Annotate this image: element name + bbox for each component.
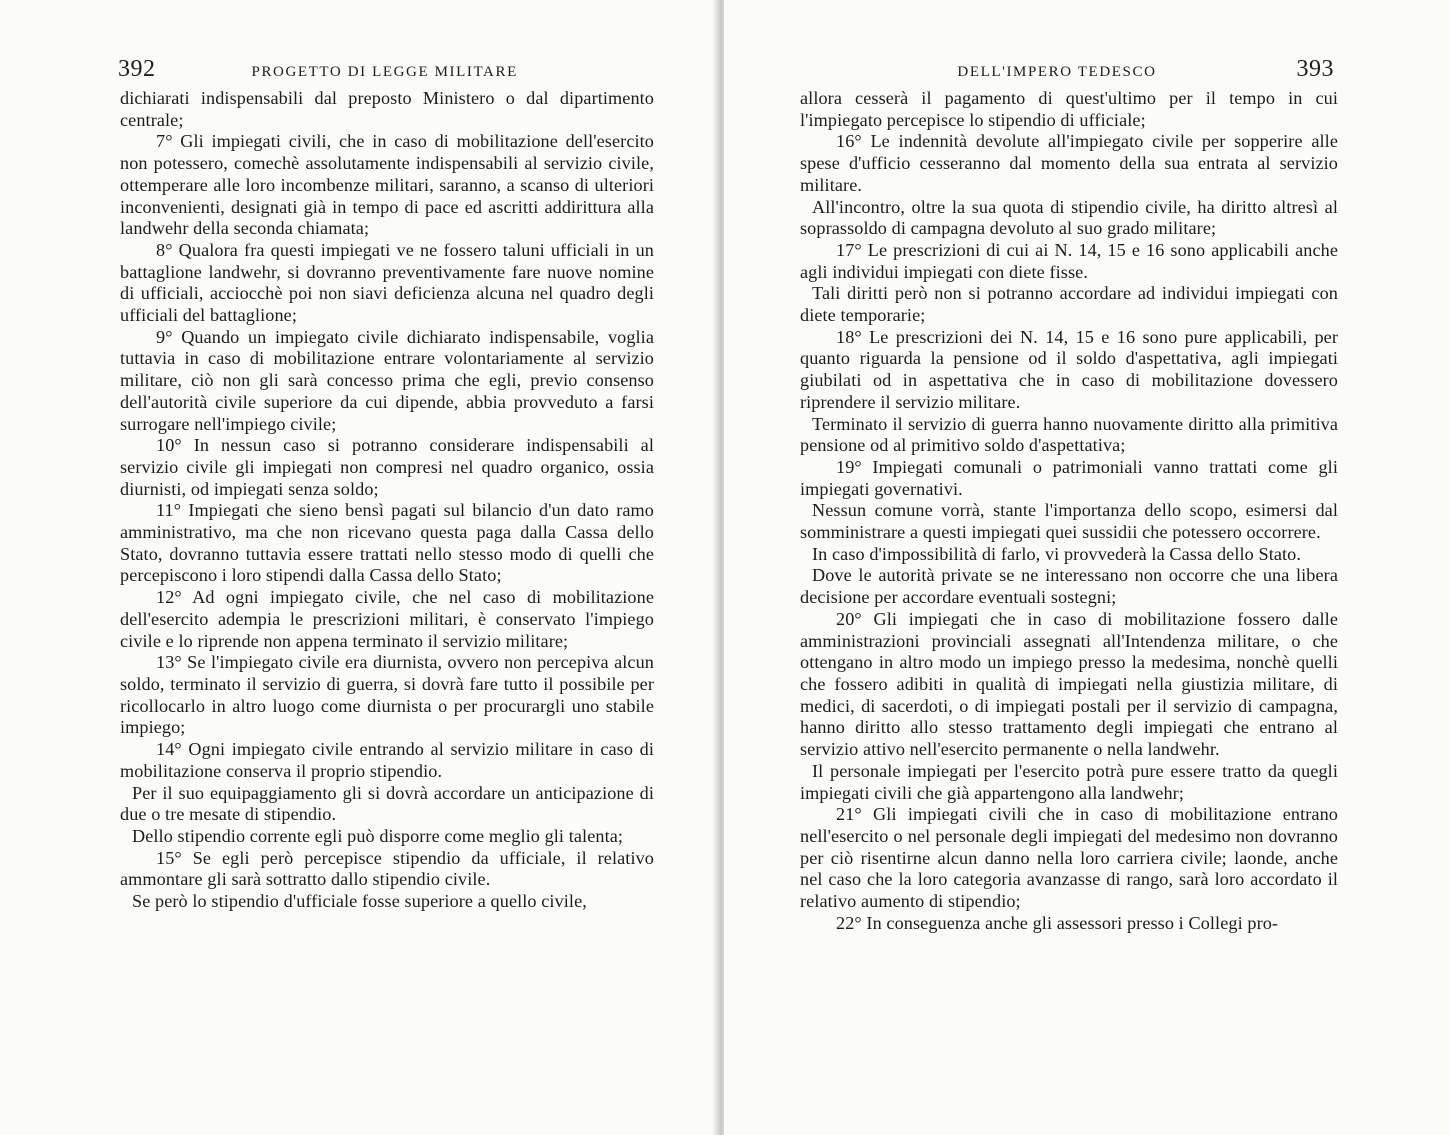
paragraph: In caso d'impossibilità di farlo, vi provvederà la Cassa dello Stato. xyxy=(812,543,1302,564)
running-head: PROGETTO DI LEGGE MILITARE xyxy=(251,64,518,80)
right-page-body xyxy=(800,88,1338,934)
page-number: 393 xyxy=(1296,56,1334,82)
paragraph: Terminato il servizio di guerra hanno nuovamente diritto alla primitiva pensione od al primitivo soldo d'aspettativa; xyxy=(800,413,1338,456)
paragraph: 14° Ogni impiegato civile entrando al servizio militare in caso di mobilitazione conserva il proprio stipendio. xyxy=(120,739,654,781)
paragraph: 7° Gli impiegati civili, che in caso di mobilitazione dell'esercito non potessero, comechè assolutamente indispensabili al servizio civile, ottemperare alle loro incombenze militari, saranno, a scanso di ulteriori inconvenienti, designati già in tempo di pace ed ascritti addirittura alla landwehr della seconda chiamata; xyxy=(120,131,654,239)
paragraph: All'incontro, oltre la sua quota di stipendio civile, ha diritto altresì al soprassoldo di campagna devoluto al suo grado militare; xyxy=(800,196,1338,239)
paragraph: 8° Qualora fra questi impiegati ve ne fossero taluni ufficiali in un battaglione landwehr, si dovranno preventivamente fare nuove nomine di ufficiali, acciocchè poi non siavi deficienza alcuna nel quadro degli ufficiali del battaglione; xyxy=(120,239,654,326)
page-number: 392 xyxy=(118,56,156,82)
paragraph: 9° Quando un impiegato civile dichiarato indispensabile, voglia tuttavia in caso di mobilitazione entrare volontariamente al servizio militare, ciò non gli sarà concesso prima che egli, previo consenso dell'autorità civile superiore da cui dipende, abbia provveduto a farsi surrogare nell'impiego civile; xyxy=(120,326,654,434)
paragraph: Il personale impiegati per l'esercito potrà pure essere tratto da quegli impiegati civili che già appartengono alla landwehr; xyxy=(800,760,1338,803)
paragraph: allora cesserà il pagamento di quest'ultimo per il tempo in cui l'impiegato percepisce lo stipendio di ufficiale; xyxy=(800,88,1338,130)
paragraph: 18° Le prescrizioni dei N. 14, 15 e 16 sono pure applicabili, per quanto riguarda la pensione od il soldo d'aspettativa, agli impiegati giubilati od in aspettativa che in caso di mobilitazione dovessero riprendere il servizio militare. xyxy=(800,326,1338,412)
left-page-body xyxy=(120,88,654,913)
paragraph: Se però lo stipendio d'ufficiale fosse superiore a quello civile, xyxy=(132,891,587,912)
paragraph: Tali diritti però non si potranno accordare ad individui impiegati con diete temporarie; xyxy=(800,283,1338,326)
paragraph: Dove le autorità private se ne interessano non occorre che una libera decisione per accordare eventuali sostegni; xyxy=(800,565,1338,608)
right-page xyxy=(724,0,1450,1135)
paragraph: Per il suo equipaggiamento gli si dovrà accordare un anticipazione di due o tre mesate di stipendio. xyxy=(120,782,654,825)
left-page xyxy=(0,0,718,1135)
paragraph: 21° Gli impiegati civili che in caso di mobilitazione entrano nell'esercito o nel personale degli impiegati del medesimo non dovranno per ciò risentirne alcun danno nella loro carriera civile; laonde, anche nel caso che la loro categoria avanzasse di rango, sarà loro accordato il relativo aumento di stipendio; xyxy=(800,804,1338,912)
paragraph: Nessun comune vorrà, stante l'importanza dello scopo, esimersi dal somministrare a questi impiegati quei sussidii che potessero occorrere. xyxy=(800,500,1338,543)
paragraph: 17° Le prescrizioni di cui ai N. 14, 15 e 16 sono applicabili anche agli individui impiegati con diete fisse. xyxy=(800,239,1338,282)
paragraph: 11° Impiegati che sieno bensì pagati sul bilancio d'un dato ramo amministrativo, ma che non ricevano questa paga dalla Cassa dello Stato, dovranno tuttavia essere trattati nello stesso modo di quelli che percepiscono i loro stipendi dalla Cassa dello Stato; xyxy=(120,500,654,586)
left-page-header xyxy=(118,56,658,90)
paragraph: 10° In nessun caso si potranno considerare indispensabili al servizio civile gli impiegati non compresi nel quadro organico, ossia diurnisti, od impiegati senza soldo; xyxy=(120,435,654,499)
paragraph: 16° Le indennità devolute all'impiegato civile per sopperire alle spese d'ufficio cesseranno dal momento della sua entrata al servizio militare. xyxy=(800,131,1338,195)
paragraph: 22° In conseguenza anche gli assessori presso i Collegi pro- xyxy=(836,912,1279,933)
paragraph: 19° Impiegati comunali o patrimoniali vanno trattati come gli impiegati governativi. xyxy=(800,456,1338,499)
paragraph: 15° Se egli però percepisce stipendio da ufficiale, il relativo ammontare gli sarà sottratto dallo stipendio civile. xyxy=(120,847,654,890)
paragraph: 12° Ad ogni impiegato civile, che nel caso di mobilitazione dell'esercito adempia le prescrizioni militari, è conservato l'impiego civile e lo riprende non appena terminato il servizio militare; xyxy=(120,587,654,651)
right-page-header xyxy=(794,56,1334,90)
paragraph: dichiarati indispensabili dal preposto Ministero o dal dipartimento centrale; xyxy=(120,88,654,130)
paragraph: 13° Se l'impiegato civile era diurnista, ovvero non percepiva alcun soldo, terminato il servizio di guerra, si dovrà fare tutto il possibile per ricollocarlo in altro luogo come diurnista o per procurargli uno stabile impiego; xyxy=(120,652,654,738)
running-head: DELL'IMPERO TEDESCO xyxy=(957,64,1157,80)
paragraph: 20° Gli impiegati che in caso di mobilitazione fossero dalle amministrazioni provinciali assegnati all'Intendenza militare, o che ottengano in altro modo un impiego presso la medesima, nonchè quelli che fossero adibiti in qualità di impiegati nella giustizia militare, di medici, di sacerdoti, o di impiegati postali per il servizio di campagna, hanno diritto allo stesso trattamento degli impiegati che entrano al servizio attivo nell'esercito permanente o nella landwehr. xyxy=(800,608,1338,760)
paragraph: Dello stipendio corrente egli può disporre come meglio gli talenta; xyxy=(132,825,624,846)
